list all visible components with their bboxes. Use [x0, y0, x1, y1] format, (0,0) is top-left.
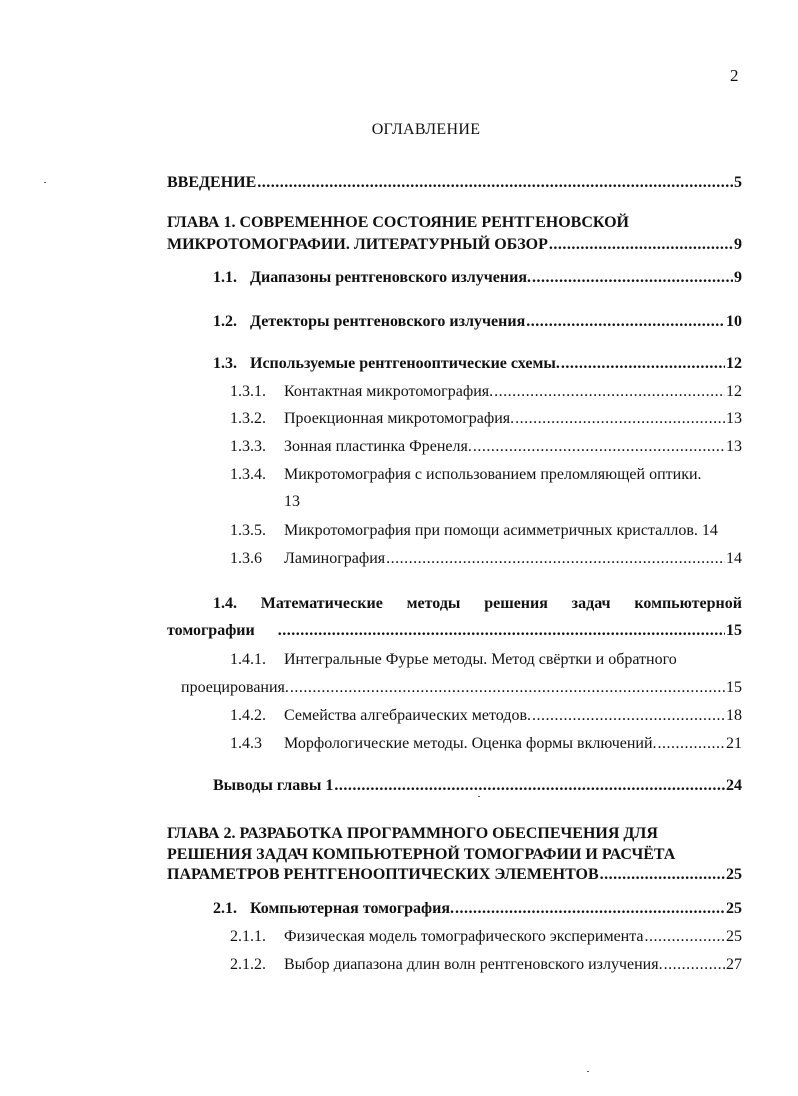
toc-page: 13 — [284, 493, 300, 510]
toc-page: 12 — [726, 383, 742, 400]
toc-page: 12 — [726, 355, 742, 372]
dot-leader — [532, 705, 725, 727]
toc-page: 15 — [726, 622, 742, 639]
toc-page: 13 — [726, 438, 742, 455]
toc-entry-intro[interactable] — [167, 172, 742, 194]
toc-page: 14 — [701, 522, 718, 539]
toc-entry-text: Контактная микротомография. — [284, 383, 494, 400]
dot-leader — [532, 267, 733, 289]
toc-entry-text: Морфологические методы. Оценка формы включений. — [284, 735, 657, 752]
toc-entry-text: томографии — [167, 622, 255, 639]
toc-entry-1-4-3[interactable] — [230, 733, 742, 755]
dot-leader — [526, 311, 725, 333]
toc-word: методы — [406, 595, 461, 612]
toc-entry-2-1-1[interactable] — [230, 926, 742, 948]
toc-entry-text: Выбор диапазона длин волн рентгеновского излучения. — [284, 956, 663, 973]
toc-number: 1.3.4. — [230, 466, 266, 483]
dot-leader — [278, 620, 725, 642]
toc-entry-1-3-4[interactable] — [230, 464, 702, 486]
toc-page: 10 — [726, 313, 742, 330]
dot-leader — [549, 234, 733, 256]
toc-entry-1-3-6[interactable] — [230, 548, 742, 570]
toc-entry-text: Проекционная микротомография. — [284, 410, 515, 427]
toc-entry-text: Семейства алгебраических методов. — [284, 707, 532, 724]
toc-entry-text: Зонная пластинка Френеля. — [284, 438, 472, 455]
toc-entry-1-3-2[interactable] — [230, 408, 742, 430]
toc-number: 1.4.1. — [230, 651, 266, 668]
toc-number: 1.1. — [213, 269, 237, 286]
toc-page: 18 — [726, 707, 742, 724]
toc-page: 21 — [726, 735, 742, 752]
toc-page: 9 — [734, 236, 742, 253]
toc-entry-2-1[interactable] — [213, 898, 742, 920]
dot-leader — [494, 381, 725, 403]
toc-entry-text: ПАРАМЕТРОВ РЕНТГЕНООПТИЧЕСКИХ ЭЛЕМЕНТОВ — [167, 866, 599, 883]
page-title: ОГЛАВЛЕНИЕ — [371, 121, 481, 138]
toc-entry-1-3-5[interactable] — [230, 520, 718, 542]
scan-speck — [478, 796, 480, 797]
scan-speck — [44, 182, 46, 183]
dot-leader — [257, 172, 733, 194]
toc-entry-chapter-1[interactable] — [167, 234, 742, 256]
toc-entry-text: МИКРОТОМОГРАФИИ. ЛИТЕРАТУРНЫЙ ОБЗОР — [167, 236, 548, 253]
dot-leader — [658, 733, 725, 755]
toc-number: 1.2. — [213, 313, 237, 330]
toc-entry-1-4-1-line2[interactable] — [181, 677, 742, 699]
toc-entry-1-4-2[interactable] — [230, 705, 742, 727]
toc-number: 2.1. — [213, 900, 237, 917]
toc-number: 2.1.2. — [230, 956, 266, 973]
toc-chapter-2-line1: ГЛАВА 2. РАЗРАБОТКА ПРОГРАММНОГО ОБЕСПЕЧЕНИЯ ДЛЯ — [167, 825, 658, 842]
toc-page: 24 — [726, 777, 742, 794]
toc-chapter-2-line2: РЕШЕНИЯ ЗАДАЧ КОМПЬЮТЕРНОЙ ТОМОГРАФИИ И РАСЧЁТА — [167, 846, 676, 863]
toc-entry-1-4-line1[interactable] — [213, 593, 742, 615]
toc-entry-1-3-3[interactable] — [230, 436, 742, 458]
toc-page: 25 — [726, 866, 742, 883]
dot-leader — [600, 864, 725, 886]
toc-word: решения — [484, 595, 548, 612]
dot-leader — [561, 353, 725, 375]
toc-entry-text: ВВЕДЕНИЕ — [167, 174, 257, 191]
toc-number: 1.3.3. — [230, 438, 266, 455]
toc-number: 2.1.1. — [230, 928, 266, 945]
toc-entry-chapter-2[interactable] — [167, 864, 742, 886]
toc-entry-text: Компьютерная томография. — [250, 900, 454, 917]
toc-entry-text: Выводы главы 1 — [213, 777, 334, 794]
toc-entry-text: Используемые рентгенооптические схемы. — [250, 355, 560, 372]
toc-word: Математические — [260, 595, 383, 612]
toc-entry-text: проецирования. — [181, 679, 289, 696]
toc-page: 13 — [726, 410, 742, 427]
toc-entry-text: Ламинография — [284, 550, 386, 567]
dot-leader — [455, 898, 725, 920]
toc-entry-text: Микротомография при помощи асимметричных кристаллов. — [284, 522, 698, 539]
scan-speck — [587, 1071, 589, 1072]
toc-entry-text: Детекторы рентгеновского излучения — [250, 313, 526, 330]
toc-entry-1-4-1-line1[interactable] — [230, 649, 677, 671]
toc-page: 9 — [734, 269, 742, 286]
toc-number: 1.4.3 — [230, 735, 262, 752]
toc-number: 1.4.2. — [230, 707, 266, 724]
toc-entry-1-3-1[interactable] — [230, 381, 742, 403]
toc-entry-text: Физическая модель томографического эксперимента — [284, 928, 644, 945]
dot-leader — [664, 954, 725, 976]
toc-page: 27 — [726, 956, 742, 973]
toc-page: 25 — [726, 928, 742, 945]
toc-entry-text: Интегральные Фурье методы. Метод свёртки и обратного — [284, 651, 677, 668]
toc-entry-1-1[interactable] — [213, 267, 742, 289]
toc-page: 14 — [726, 550, 742, 567]
dot-leader — [334, 775, 725, 797]
toc-word: задач — [571, 595, 611, 612]
toc-entry-text: Микротомография с использованием преломляющей оптики. — [284, 466, 702, 483]
toc-entry-conclusions-1[interactable] — [213, 775, 742, 797]
toc-number: 1.3.2. — [230, 410, 266, 427]
toc-page: 5 — [734, 174, 742, 191]
toc-entry-1-2[interactable] — [213, 311, 742, 333]
toc-word: компьютерной — [634, 595, 742, 612]
toc-entry-1-4-line2[interactable] — [167, 620, 742, 642]
dot-leader — [515, 408, 725, 430]
toc-page: 15 — [726, 679, 742, 696]
toc-entry-2-1-2[interactable] — [230, 954, 742, 976]
dot-leader — [645, 926, 725, 948]
dot-leader — [473, 436, 725, 458]
toc-number: 1.3.6 — [230, 550, 262, 567]
toc-number: 1.3.5. — [230, 522, 266, 539]
toc-number: 1.4. — [213, 595, 237, 612]
toc-chapter-1-line1: ГЛАВА 1. СОВРЕМЕННОЕ СОСТОЯНИЕ РЕНТГЕНОВСКОЙ — [167, 214, 629, 231]
toc-number: 1.3. — [213, 355, 237, 372]
toc-entry-1-3[interactable] — [213, 353, 742, 375]
toc-page: 25 — [726, 900, 742, 917]
dot-leader — [290, 677, 725, 699]
page-number: 2 — [730, 66, 739, 85]
dot-leader — [386, 548, 725, 570]
toc-entry-text: Диапазоны рентгеновского излучения. — [250, 269, 531, 286]
toc-number: 1.3.1. — [230, 383, 266, 400]
